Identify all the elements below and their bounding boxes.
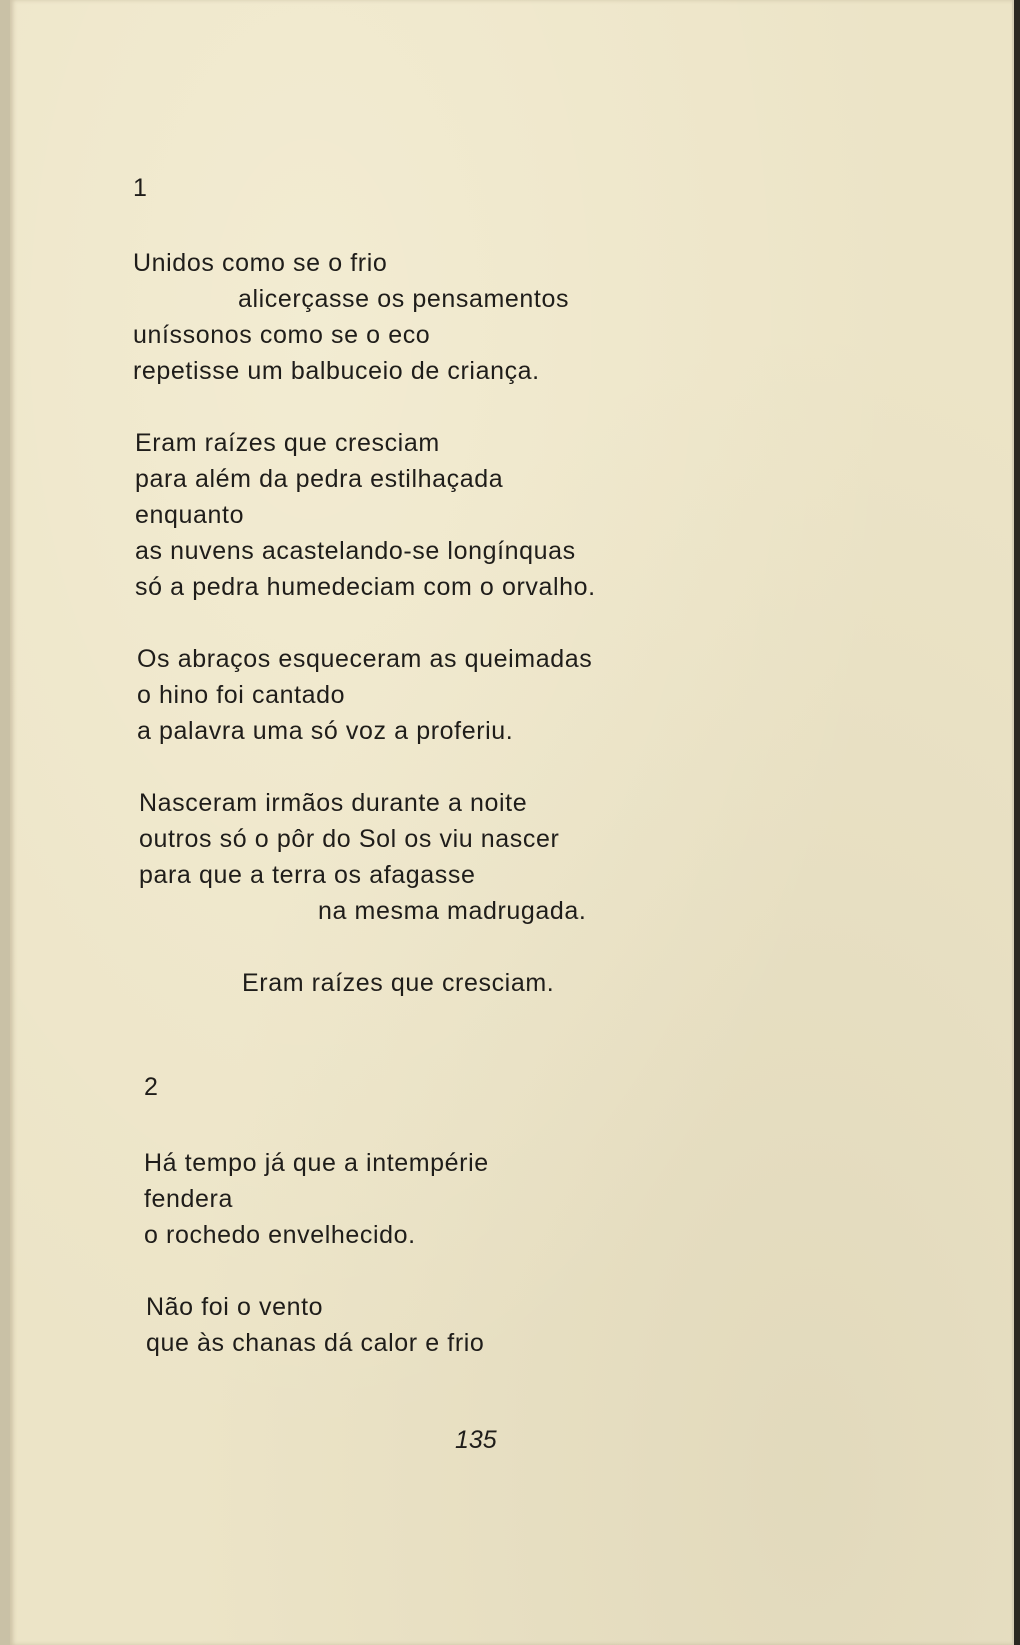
page-left-edge [0, 0, 10, 1645]
poem-line: uníssonos como se o eco [133, 321, 431, 349]
poem-line: Há tempo já que a intempérie [144, 1149, 489, 1177]
poem-line: alicerçasse os pensamentos [238, 285, 570, 313]
poem-line: só a pedra humedeciam com o orvalho. [135, 573, 596, 601]
poem-line: fendera [144, 1185, 233, 1213]
poem-line: Os abraços esqueceram as queimadas [137, 645, 593, 673]
poem-line: as nuvens acastelando-se longínquas [135, 537, 576, 565]
poem-line: Nasceram irmãos durante a noite [139, 789, 528, 817]
poem-line: na mesma madrugada. [318, 897, 587, 925]
page-number: 135 [455, 1426, 497, 1454]
poem-line: que às chanas dá calor e frio [146, 1329, 485, 1357]
poem-line: para além da pedra estilhaçada [135, 465, 504, 493]
book-page [10, 0, 1012, 1645]
page-right-edge [1014, 0, 1020, 1645]
section-number: 1 [133, 174, 147, 202]
section-number: 2 [144, 1073, 158, 1101]
poem-line: outros só o pôr do Sol os viu nascer [139, 825, 560, 853]
poem-line: enquanto [135, 501, 245, 529]
poem-line: o hino foi cantado [137, 681, 346, 709]
poem-line: para que a terra os afagasse [139, 861, 476, 889]
poem-line: Unidos como se o frio [133, 249, 388, 277]
poem-line: Eram raízes que cresciam. [242, 969, 555, 997]
poem-line: Eram raízes que cresciam [135, 429, 440, 457]
poem-line: o rochedo envelhecido. [144, 1221, 416, 1249]
poem-line: Não foi o vento [146, 1293, 324, 1321]
poem-line: repetisse um balbuceio de criança. [133, 357, 540, 385]
poem-line: a palavra uma só voz a proferiu. [137, 717, 514, 745]
